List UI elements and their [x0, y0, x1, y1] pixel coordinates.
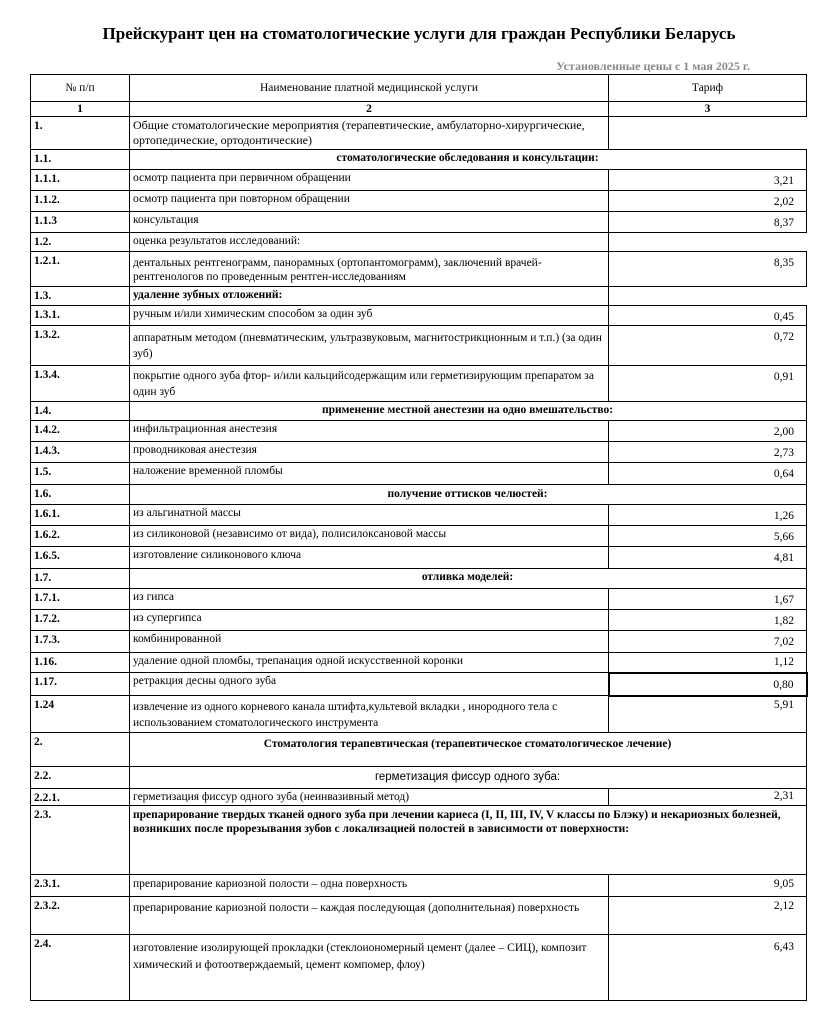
row-service-name: инфильтрационная анестезия — [130, 421, 609, 442]
table-row — [31, 653, 807, 673]
row-service-name: дентальных рентгенограмм, панорамных (ортопантомограмм), заключений врачей-рентгенологов по проведенным рентген-исследованиям — [130, 252, 609, 287]
table-row — [31, 526, 807, 547]
row-price — [609, 287, 807, 306]
row-number: 1.6.5. — [31, 547, 130, 569]
table-row — [31, 421, 807, 442]
row-price — [609, 117, 807, 150]
row-price: 4,81 — [609, 547, 807, 569]
row-service-name: из гипса — [130, 589, 609, 610]
row-number: 1.3.1. — [31, 306, 130, 326]
row-service-name: извлечение из одного корневого канала штифта,культевой вкладки , инородного тела с использованием стоматологического инструмента — [130, 696, 609, 733]
row-price: 1,82 — [609, 610, 807, 631]
row-service-name: удаление одной пломбы, трепанация одной искусственной коронки — [130, 653, 609, 673]
row-number: 1.2. — [31, 233, 130, 252]
row-section-title: отливка моделей: — [130, 569, 807, 589]
row-section-title: удаление зубных отложений: — [130, 287, 609, 306]
row-service-name: из силиконовой (независимо от вида), полисилоксановой массы — [130, 526, 609, 547]
table-row — [31, 485, 807, 505]
row-number: 1.4.2. — [31, 421, 130, 442]
row-number: 1.7. — [31, 569, 130, 589]
row-number: 1.17. — [31, 673, 130, 696]
column-index: 1 — [31, 102, 130, 117]
row-price: 0,72 — [609, 326, 807, 366]
row-price: 2,02 — [609, 191, 807, 212]
row-section-title: стоматологические обследования и консультации: — [130, 150, 807, 170]
table-row — [31, 442, 807, 463]
row-price: 5,66 — [609, 526, 807, 547]
row-price: 0,45 — [609, 306, 807, 326]
column-index: 3 — [609, 102, 807, 117]
row-price — [609, 233, 807, 252]
row-number: 1.7.1. — [31, 589, 130, 610]
row-number: 1.6.2. — [31, 526, 130, 547]
table-row — [31, 306, 807, 326]
row-service-name: ручным и/или химическим способом за один зуб — [130, 306, 609, 326]
row-price: 0,91 — [609, 366, 807, 402]
row-service-name: герметизация фиссур одного зуба (неинвазивный метод) — [130, 789, 609, 806]
row-price: 2,31 — [609, 789, 807, 806]
row-number: 2.3.1. — [31, 875, 130, 897]
row-section-title: Стоматология терапевтическая (терапевтическое стоматологическое лечение) — [130, 733, 807, 767]
row-service-name: изготовление силиконового ключа — [130, 547, 609, 569]
row-service-name: препарирование кариозной полости – одна поверхность — [130, 875, 609, 897]
row-number: 1.4. — [31, 402, 130, 421]
row-service-name: аппаратным методом (пневматическим, ультразвуковым, магнитострикционным и т.п.) (за один зуб) — [130, 326, 609, 366]
row-section-title: получение оттисков челюстей: — [130, 485, 807, 505]
row-number: 2. — [31, 733, 130, 767]
row-number: 1.1. — [31, 150, 130, 170]
row-number: 1.7.3. — [31, 631, 130, 653]
row-number: 1.6. — [31, 485, 130, 505]
effective-date: Установленные цены с 1 мая 2025 г. — [556, 59, 750, 73]
row-number: 1.1.3 — [31, 212, 130, 233]
table-row — [31, 767, 807, 789]
row-service-name: наложение временной пломбы — [130, 463, 609, 485]
table-row — [31, 191, 807, 212]
column-index: 2 — [130, 102, 609, 117]
row-number: 1.6.1. — [31, 505, 130, 526]
table-row — [31, 402, 807, 421]
table-row — [31, 610, 807, 631]
row-price: 2,00 — [609, 421, 807, 442]
row-price: 8,37 — [609, 212, 807, 233]
table-row — [31, 252, 807, 287]
header-name: Наименование платной медицинской услуги — [130, 75, 609, 102]
row-service-name: из альгинатной массы — [130, 505, 609, 526]
row-number: 1.3. — [31, 287, 130, 306]
row-number: 1.2.1. — [31, 252, 130, 287]
row-service-name: оценка результатов исследований: — [130, 233, 609, 252]
row-price: 2,12 — [609, 897, 807, 935]
table-row — [31, 463, 807, 485]
header-row — [31, 75, 807, 102]
row-number: 1.16. — [31, 653, 130, 673]
row-service-name: ретракция десны одного зуба — [130, 673, 609, 696]
table-row — [31, 789, 807, 806]
row-number: 1.4.3. — [31, 442, 130, 463]
row-service-name: препарирование кариозной полости – каждая последующая (дополнительная) поверхность — [130, 897, 609, 935]
row-price: 8,35 — [609, 252, 807, 287]
row-number: 1.3.4. — [31, 366, 130, 402]
table-row — [31, 233, 807, 252]
row-service-name: комбинированной — [130, 631, 609, 653]
row-number: 1. — [31, 117, 130, 150]
table-row — [31, 170, 807, 191]
table-row — [31, 696, 807, 733]
row-number: 1.3.2. — [31, 326, 130, 366]
table-row — [31, 366, 807, 402]
table-row — [31, 875, 807, 897]
row-service-name: покрытие одного зуба фтор- и/или кальцийсодержащим или герметизирующим препаратом за один зуб — [130, 366, 609, 402]
table-row — [31, 569, 807, 589]
row-price: 5,91 — [609, 696, 807, 733]
table-row — [31, 673, 807, 696]
table-row — [31, 212, 807, 233]
row-number: 1.1.1. — [31, 170, 130, 191]
table-row — [31, 806, 807, 875]
table-row — [31, 117, 807, 150]
row-price: 1,67 — [609, 589, 807, 610]
row-number: 2.3. — [31, 806, 130, 875]
row-price: 2,73 — [609, 442, 807, 463]
column-index-row — [31, 102, 807, 117]
table-row — [31, 897, 807, 935]
row-price: 3,21 — [609, 170, 807, 191]
header-num: № п/п — [31, 75, 130, 102]
row-service-name: из супергипса — [130, 610, 609, 631]
row-price: 9,05 — [609, 875, 807, 897]
row-section-title: Общие стоматологические мероприятия (терапевтические, амбулаторно-хирургические, ортопедические, ортодонтические) — [130, 117, 609, 150]
row-number: 2.2. — [31, 767, 130, 789]
table-row — [31, 589, 807, 610]
row-section-title: применение местной анестезии на одно вмешательство: — [130, 402, 807, 421]
row-price: 0,64 — [609, 463, 807, 485]
row-number: 1.1.2. — [31, 191, 130, 212]
row-service-name: осмотр пациента при повторном обращении — [130, 191, 609, 212]
row-service-name: консультация — [130, 212, 609, 233]
row-service-name: проводниковая анестезия — [130, 442, 609, 463]
table-row — [31, 733, 807, 767]
table-row — [31, 547, 807, 569]
row-number: 1.24 — [31, 696, 130, 733]
row-price: 6,43 — [609, 935, 807, 1001]
table-row — [31, 326, 807, 366]
row-section-title: герметизация фиссур одного зуба: — [130, 767, 807, 789]
table-row — [31, 287, 807, 306]
header-price: Тариф — [609, 75, 807, 102]
row-number: 2.3.2. — [31, 897, 130, 935]
row-price: 1,26 — [609, 505, 807, 526]
row-section-title: препарирование твердых тканей одного зуба при лечении кариеса (I, II, III, IV, V классы по Блэку) и некариозных болезней, возникших после прорезывания зубов с локализацией полостей в зависимости от поверхности: — [130, 806, 807, 875]
table-row — [31, 935, 807, 1001]
document-title: Прейскурант цен на стоматологические услуги для граждан Республики Беларусь — [102, 24, 736, 43]
row-number: 2.2.1. — [31, 789, 130, 806]
row-number: 1.7.2. — [31, 610, 130, 631]
row-price: 0,80 — [609, 673, 807, 696]
row-number: 2.4. — [31, 935, 130, 1001]
price-list-table — [30, 74, 808, 1001]
row-service-name: изготовление изолирующей прокладки (стеклоиономерный цемент (далее – СИЦ), композит химический и фотоотверждаемый, цемент компомер, флоу) — [130, 935, 609, 1001]
row-service-name: осмотр пациента при первичном обращении — [130, 170, 609, 191]
table-row — [31, 631, 807, 653]
table-row — [31, 505, 807, 526]
row-price: 1,12 — [609, 653, 807, 673]
row-number: 1.5. — [31, 463, 130, 485]
table-row — [31, 150, 807, 170]
row-price: 7,02 — [609, 631, 807, 653]
